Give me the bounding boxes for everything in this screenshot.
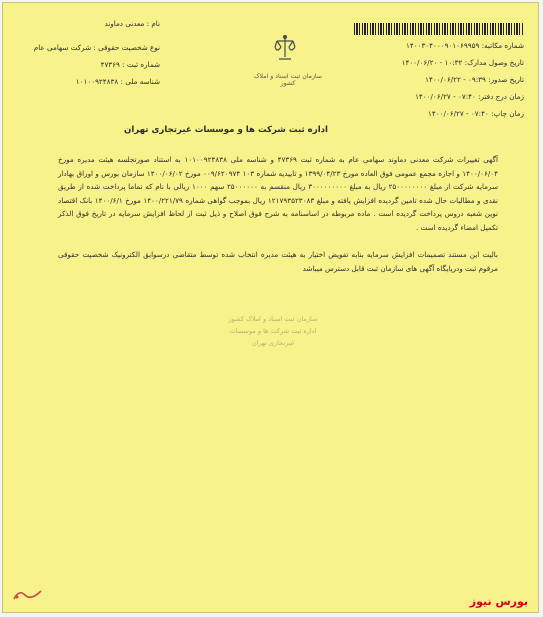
emblem-caption: سازمان ثبت اسناد و املاک کشور xyxy=(254,73,322,87)
stamp-line: سازمان ثبت اسناد و املاک کشور xyxy=(228,315,318,323)
document-page xyxy=(2,2,539,613)
stamp-line: اداره ثبت شرکت ها و موسسات غیرتجاری تهران xyxy=(229,327,317,347)
received-date: تاریخ وصول مدارک: ۱۰:۳۲ - ۱۴۰۰/۰۶/۲۰ xyxy=(401,58,524,67)
register-time: زمان درج دفتر: ۰۷:۴۰ - ۱۴۰۰/۰۶/۲۷ xyxy=(415,92,524,101)
entity-type: نوع شخصیت حقوقی : شرکت سهامی عام xyxy=(33,43,160,52)
brand-watermark: بورس نیوز xyxy=(469,595,528,608)
department-title: اداره ثبت شرکت ها و موسسات غیرتجاری تهران xyxy=(123,125,328,135)
barcode xyxy=(354,23,524,35)
emblem-icon xyxy=(271,33,299,63)
letter-number: شماره مکاتبه: ۱۴۰۰۳۰۴۰۰۰۹۰۱۰۶۹۹۵۹ xyxy=(406,41,524,50)
closing-paragraph: بالیت این مستند تصمیمات افزایش سرمایه بنابه تفویض اختیار به هیئت مدیره انتخاب شده توسط متقاضی درسوابق الکترونیک شخصیت حقوقی مرقوم ثبت ودرپایگاه آگهی های سازمان ثبت قابل دسترس میباشد xyxy=(58,250,498,273)
national-id: شناسه ملی : ۱۰۱۰۰۹۲۴۸۳۸ xyxy=(75,77,160,86)
publisher-logo-icon xyxy=(11,587,45,603)
print-time: زمان چاپ: ۰۷:۴۰ - ۱۴۰۰/۰۶/۲۷ xyxy=(428,109,524,118)
company-name: نام : معدنی دماوند xyxy=(104,19,160,28)
issue-date: تاریخ صدور: ۰۹:۳۹ - ۱۴۰۰/۰۶/۲۲ xyxy=(425,75,524,84)
faint-stamp xyxy=(218,313,328,349)
announcement-paragraph: آگهی تغییرات شرکت معدنی دماوند سهامی عام به شماره ثبت ۴۷۳۶۹ و شناسه ملی ۱۰۱۰۰۹۲۴۸۳۸ به استناد صورتجلسه هیئت مدیره مورخ ۱۴۰۰/۰۶/۰۴ و اجازه مجمع عمومی فوق العاده مورخ ۱۳۹۹/۰۴/۲۳ و تاییدیه شماره ۱۰۳ ۰۰۹/۶۲۰۹۷۴ مورخ ۱۴۰۰/۰۶/۰۲ سازمان بورس و اوراق بهادار سرمایه شرکت از مبلغ ۲۵۰۰۰۰۰۰۰۰ ریال به مبلغ ۳۰۰۰۰۰۰۰۰۰ ریال منقسم به ۲۵۰۰۰۰۰۰ سهم ۱۰۰۰ ریالی با نام که تماما پرداخت شده از طریق نقدی و مطالبات حال شده تامین گردیده افزایش یافته و مبلغ ۱۲۱۷۹۳۵۲۳۰۸۳ ریال بموجب گواهی شماره ۱۴۰۰/۲۲۱/۷۹ مورخ ۱۴۰۰/۶/۱ بانک اقتصاد نوین شعبه دروس پرداخت گردیده است . ماده مربوطه در اساسنامه به شرح فوق اصلاح و ذیل ثبت از لحاظ افزایش سرمایه در تاریخ فوق الذکر تکمیل امضاء گردیده است . xyxy=(58,155,499,232)
registration-number: شماره ثبت : ۴۷۳۶۹ xyxy=(100,60,160,69)
announcement-body xyxy=(58,153,498,275)
